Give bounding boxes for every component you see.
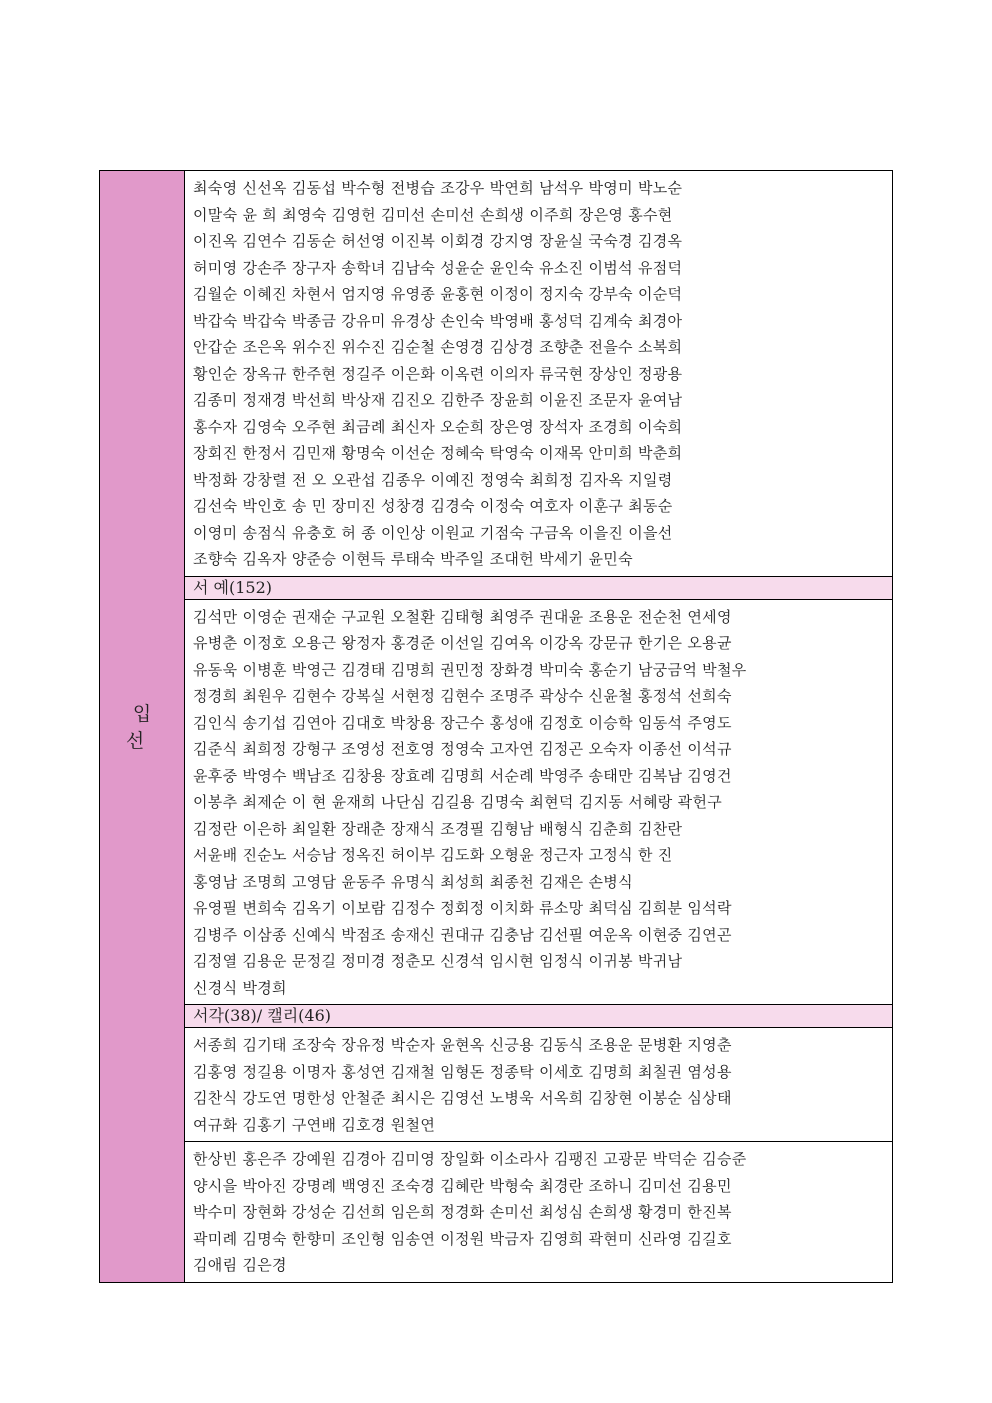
name-line: 허미영 강손주 장구자 송학녀 김남숙 성윤순 윤인숙 유소진 이범석 유점덕 bbox=[193, 258, 683, 277]
name-line: 정경희 최원우 김현수 강복실 서현정 김현수 조명주 곽상수 신윤철 홍정석 선희숙 bbox=[193, 687, 732, 705]
name-line: 유동욱 이병훈 박영근 김경태 김명희 권민정 장화경 박미숙 홍순기 남궁금억 박철우 bbox=[193, 660, 747, 679]
name-line: 양시을 박아진 강명례 백영진 조숙경 김혜란 박형숙 최경란 조하니 김미선 김용민 bbox=[193, 1176, 732, 1195]
name-line: 장회진 한정서 김민재 황명숙 이선순 정혜숙 탁영숙 이재목 안미희 박춘희 bbox=[193, 444, 683, 462]
name-line: 신경식 박경희 bbox=[193, 978, 287, 997]
name-line: 안갑순 조은옥 위수진 위수진 김순철 손영경 김상경 조향춘 전을수 소복희 bbox=[193, 338, 683, 356]
name-line: 조향숙 김옥자 양준승 이현득 루태숙 박주일 조대헌 박세기 윤민숙 bbox=[193, 550, 633, 568]
name-line: 최숙영 신선옥 김동섭 박수형 전병습 조강우 박연희 남석우 박영미 박노순 bbox=[193, 179, 683, 197]
row-header-1 bbox=[100, 576, 893, 599]
name-line: 홍영남 조명희 고영담 윤동주 유명식 최성희 최종천 김재은 손병식 bbox=[193, 872, 633, 891]
name-line: 김월순 이혜진 차현서 엄지영 유영종 윤홍현 이정이 정지숙 강부숙 이순덕 bbox=[193, 285, 683, 303]
name-block-1 bbox=[185, 599, 893, 1005]
name-line: 서윤배 진순노 서승남 정옥진 허이부 김도화 오형윤 정근자 고정식 한 진 bbox=[193, 846, 673, 864]
row-block-1 bbox=[100, 599, 893, 1005]
name-line: 유병춘 이정호 오용근 왕정자 홍경준 이선일 김여옥 이강옥 강문규 한기은 오용균 bbox=[193, 634, 732, 652]
name-line: 김정열 김용운 문정길 정미경 정춘모 신경석 임시현 임정식 이귀봉 박귀남 bbox=[193, 952, 683, 970]
table-body bbox=[100, 171, 893, 1283]
name-line: 김준식 최희정 강형구 조영성 전호영 정영숙 고자연 김정곤 오숙자 이종선 이석규 bbox=[193, 740, 732, 758]
name-line: 김선숙 박인호 송 민 장미진 성창경 김경숙 이정숙 여호자 이훈구 최동순 bbox=[193, 497, 673, 515]
name-line: 김종미 정재경 박선희 박상재 김진오 김한주 장윤희 이윤진 조문자 윤여남 bbox=[193, 391, 683, 409]
category-cell bbox=[100, 171, 185, 1283]
name-line: 박갑숙 박갑숙 박종금 강유미 유경상 손인숙 박영배 홍성덕 김계숙 최경아 bbox=[193, 311, 683, 330]
name-line: 한상빈 홍은주 강예원 김경아 김미영 장일화 이소라사 김팽진 고광문 박덕순 김승준 bbox=[193, 1150, 747, 1168]
name-line: 이진옥 김연수 김동순 허선영 이진복 이회경 강지영 장윤실 국숙경 김경옥 bbox=[193, 232, 683, 250]
name-line: 김석만 이영순 권재순 구교원 오철환 김태형 최영주 권대윤 조용운 전순천 연세영 bbox=[193, 607, 732, 626]
name-line: 황인순 장옥규 한주현 정길주 이은화 이옥련 이의자 류국현 장상인 정광용 bbox=[193, 364, 683, 383]
section-header-carving-calli: 서각(38)/ 캘리(46) bbox=[185, 1005, 893, 1028]
name-line: 김찬식 강도연 명한성 안철준 최시은 김영선 노병욱 서옥희 김창현 이봉순 심상태 bbox=[193, 1089, 732, 1107]
name-line: 김병주 이삼종 신예식 박점조 송재신 권대규 김충남 김선필 여운옥 이현중 김연곤 bbox=[193, 925, 732, 944]
name-line: 이봉추 최제순 이 현 윤재희 나단심 김길용 김명숙 최현덕 김지동 서혜랑 곽헌구 bbox=[193, 793, 723, 811]
name-line: 곽미례 김명숙 한향미 조인형 임송연 이정원 박금자 김영희 곽현미 신라영 김길호 bbox=[193, 1229, 732, 1248]
row-block-2 bbox=[100, 1028, 893, 1142]
name-block-2 bbox=[185, 1028, 893, 1142]
name-line: 이말숙 윤 희 최영숙 김영헌 김미선 손미선 손희생 이주희 장은영 홍수현 bbox=[193, 205, 673, 224]
row-block-3 bbox=[100, 1142, 893, 1283]
name-line: 여규화 김홍기 구연배 김호경 원철연 bbox=[193, 1115, 436, 1134]
row-block-0 bbox=[100, 171, 893, 577]
row-header-2 bbox=[100, 1005, 893, 1028]
name-line: 김홍영 정길용 이명자 홍성연 김재철 임형돈 정종탁 이세호 김명희 최칠권 염성용 bbox=[193, 1062, 732, 1081]
name-block-3 bbox=[185, 1142, 893, 1283]
name-line: 김인식 송기섭 김연아 김대호 박창용 장근수 홍성애 김정호 이승학 임동석 주영도 bbox=[193, 713, 732, 732]
name-line: 이영미 송점식 유충호 허 종 이인상 이원교 기점숙 구금옥 이을진 이을선 bbox=[193, 523, 673, 542]
category-label: 입 선 bbox=[125, 703, 166, 753]
name-line: 유영필 변희숙 김옥기 이보람 김정수 정회정 이치화 류소망 최덕심 김희분 임석락 bbox=[193, 899, 732, 917]
name-line: 김애림 김은경 bbox=[193, 1256, 287, 1274]
name-line: 김정란 이은하 최일환 장래춘 장재식 조경필 김형남 배형식 김춘희 김찬란 bbox=[193, 819, 683, 838]
name-line: 윤후중 박영수 백남조 김창용 장효례 김명희 서순례 박영주 송태만 김복남 김영건 bbox=[193, 766, 732, 785]
section-header-calligraphy: 서 예(152) bbox=[185, 576, 893, 599]
name-line: 박정화 강창렬 전 오 오관섭 김종우 이예진 정영숙 최희정 김자옥 지일령 bbox=[193, 470, 673, 489]
award-list-table bbox=[99, 170, 893, 1283]
name-line: 홍수자 김영숙 오주현 최금례 최신자 오순희 장은영 장석자 조경희 이숙희 bbox=[193, 417, 683, 436]
name-line: 박수미 장현화 강성순 김선희 임은희 정경화 손미선 최성심 손희생 황경미 한진복 bbox=[193, 1203, 732, 1221]
name-block-0 bbox=[185, 171, 893, 577]
name-line: 서종희 김기태 조장숙 장유정 박순자 윤현옥 신긍용 김동식 조용운 문병환 지영춘 bbox=[193, 1036, 732, 1054]
